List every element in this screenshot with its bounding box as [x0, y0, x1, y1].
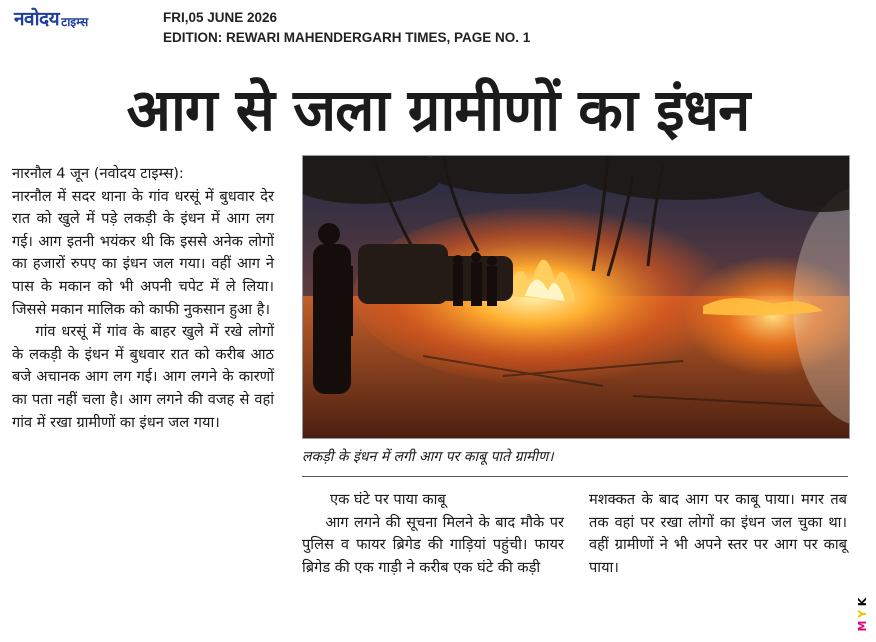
article-paragraph-2: गांव धरसूं में गांव के बाहर खुले में रखे लोगों के लकड़ी के इंधन में बुधवार रात को करीब आठ बजे अचानक आग लग गई। आग लगने के कारणों का पता नहीं चला है। आग लगने की वजह से वहां गांव में रखा ग्रामीणों का इंधन जल गया।	[12, 323, 274, 431]
article-column-2	[302, 489, 564, 579]
edition-date: FRI,05 JUNE 2026	[163, 10, 278, 25]
article-paragraph-1: नारनौल में सदर थाना के गांव धरसूं में बुधवार देर रात को खुले में पड़े लकड़ी के इंधन में आग लग गई। आग इतनी भयंकर थी कि इससे अनेक लोगों का हजारों रुपए का इंधन जल गया। वहीं आग ने पास के मकान को भी अपनी चपेट में ले लिया। जिससे मकान मालिक को काफी नुकसान हुआ है।	[12, 187, 274, 318]
article-dateline: नारनौल 4 जून (नवोदय टाइम्स):	[12, 165, 184, 182]
cmyk-y-mark: Y	[856, 610, 869, 618]
article-subhead: एक घंटे पर पाया काबू	[330, 491, 446, 508]
masthead-bar	[0, 0, 876, 62]
cmyk-k-mark: K	[856, 597, 869, 607]
article-paragraph-3: आग लगने की सूचना मिलने के बाद मौके पर पुलिस व फायर ब्रिगेड की गाड़ियां पहुंची। फायर ब्रिगेड की एक गाड़ी ने करीब एक घंटे की कड़ी	[302, 513, 564, 576]
article-photo[interactable]	[302, 155, 850, 439]
logo-main-text: नवोदय	[14, 8, 60, 30]
edition-name: EDITION: REWARI MAHENDERGARH TIMES, PAGE NO. 1	[163, 30, 531, 45]
newspaper-logo[interactable]	[14, 8, 88, 30]
caption-divider	[302, 476, 848, 477]
edition-info	[163, 8, 530, 48]
cmyk-m-mark: M	[856, 620, 869, 632]
article-column-1	[12, 163, 274, 434]
article-paragraph-4: मशक्कत के बाद आग पर काबू पाया। मगर तब तक वहां पर रखा लोगों का इंधन जल चुका था। वहीं ग्रामीणों ने भी अपने स्तर पर आग पर काबू पाया।	[589, 491, 847, 576]
photo-caption: लकड़ी के इंधन में लगी आग पर काबू पाते ग्रामीण।	[302, 449, 554, 465]
fire-scene-image	[303, 156, 849, 438]
logo-sub-text: टाइम्स	[61, 15, 89, 29]
article-column-3	[589, 489, 847, 579]
cmyk-print-marks	[856, 596, 870, 632]
article-headline: आग से जला ग्रामीणों का इंधन	[126, 76, 750, 144]
